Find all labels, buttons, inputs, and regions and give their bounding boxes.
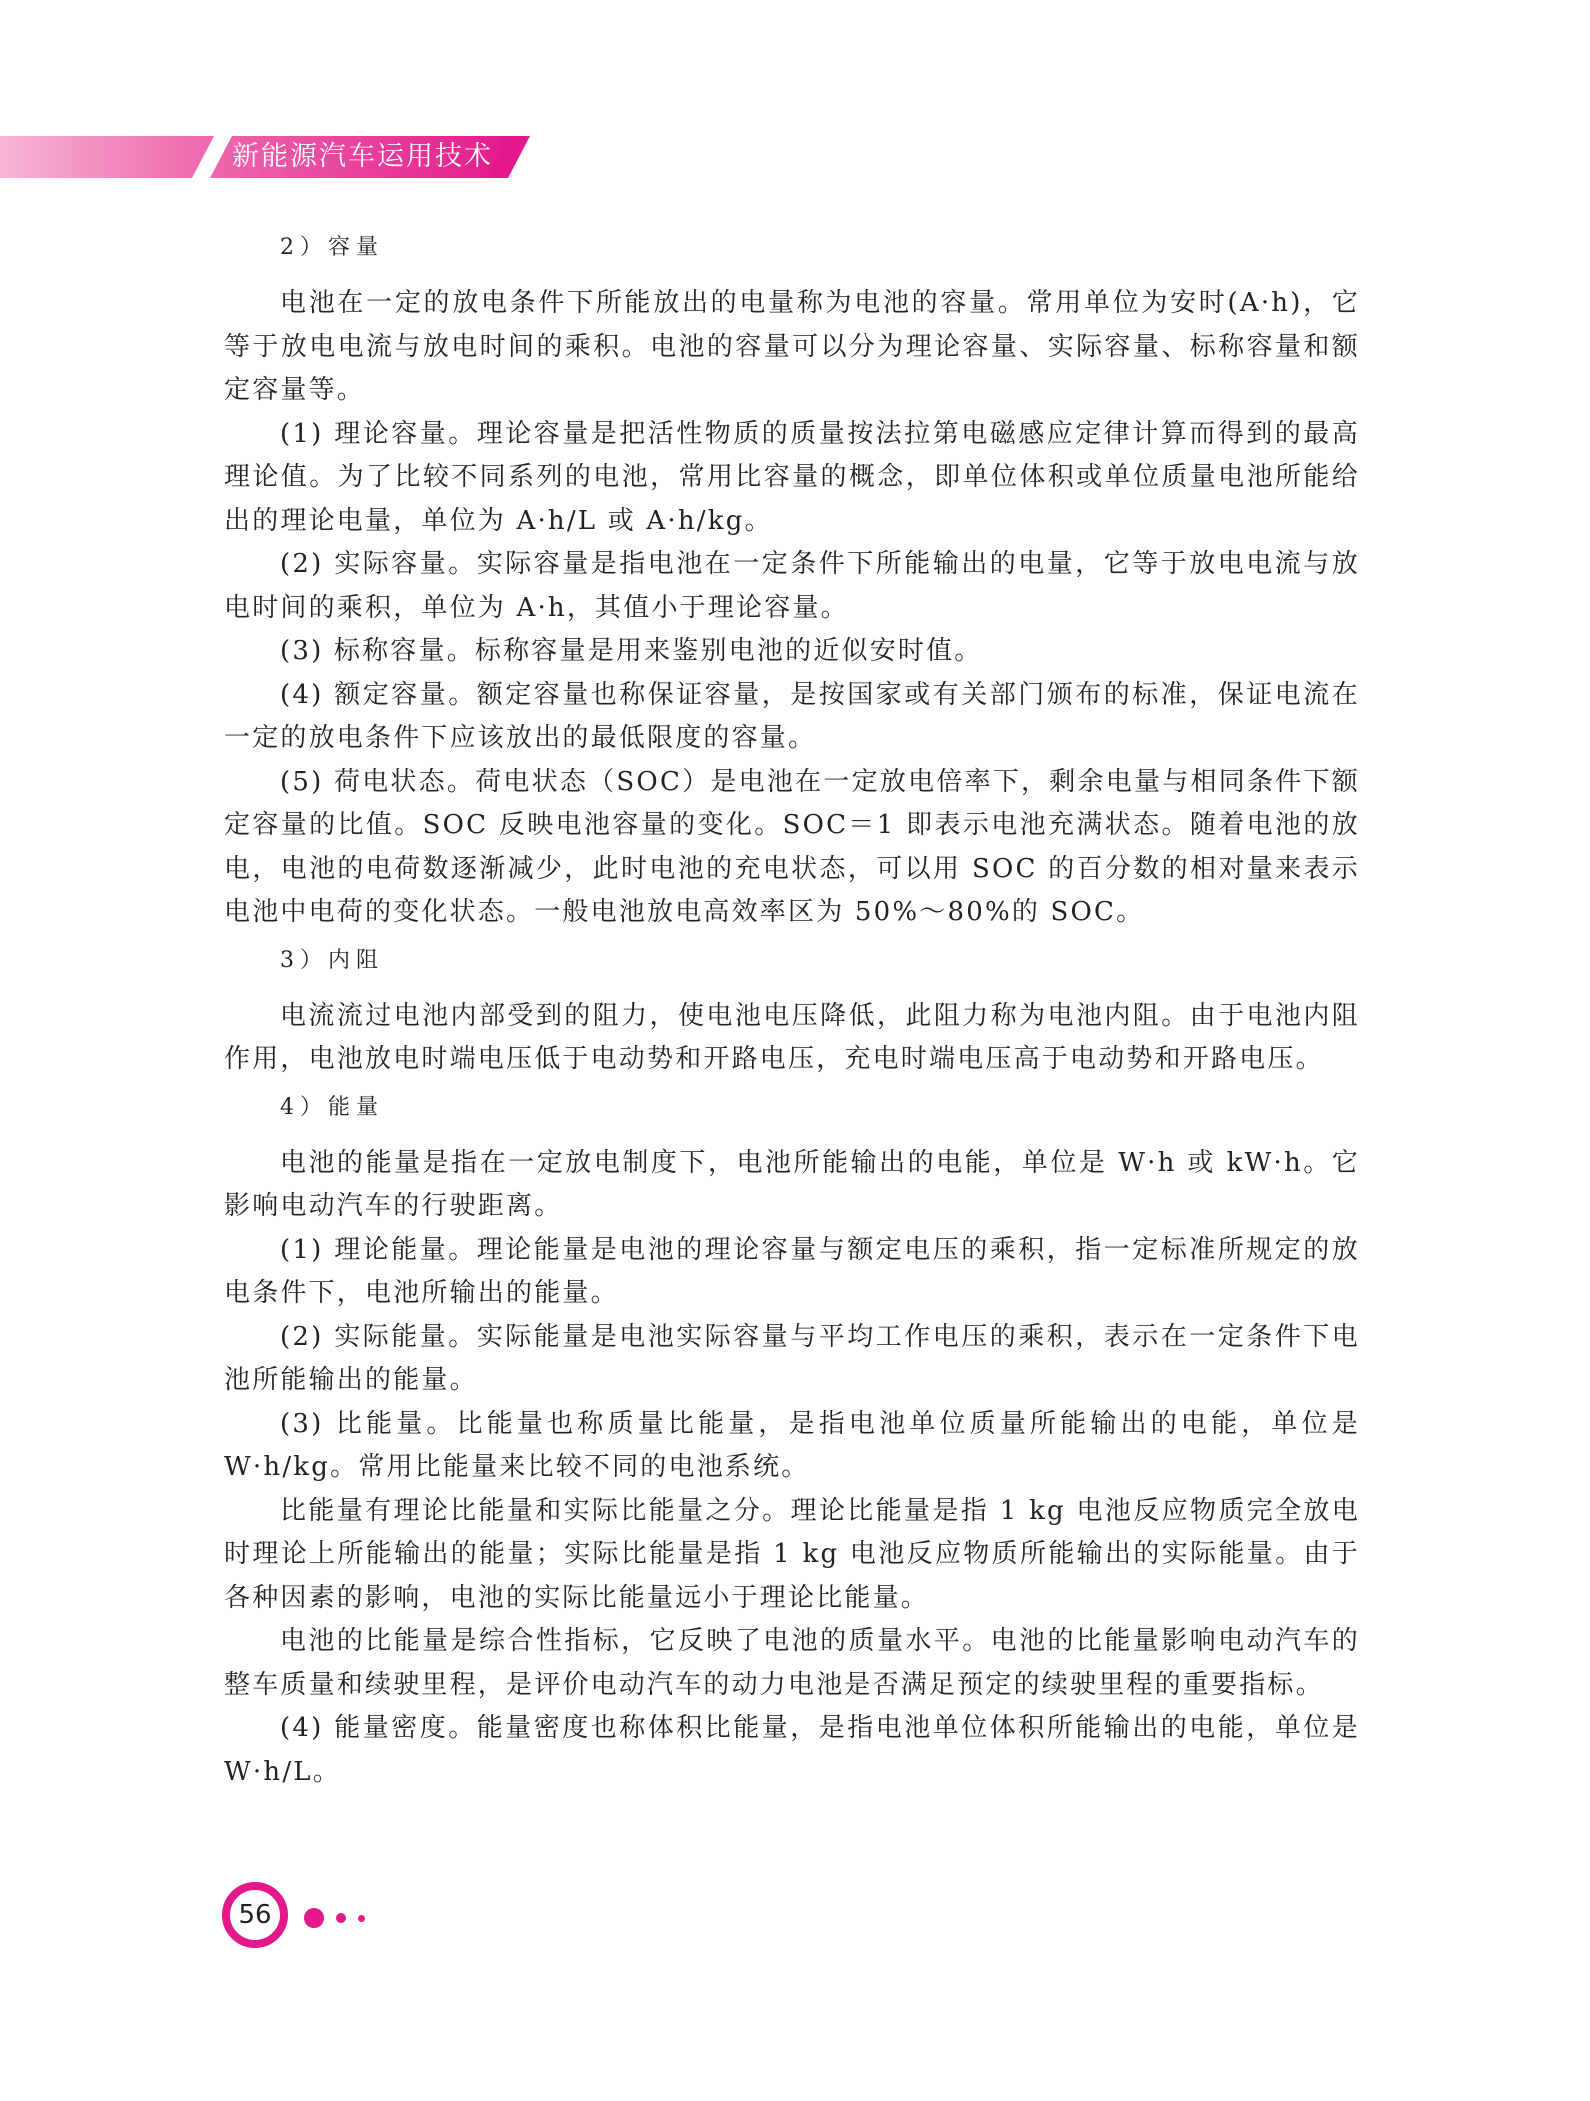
page-number: 56 <box>222 1882 288 1948</box>
paragraph: (5) 荷电状态。荷电状态（SOC）是电池在一定放电倍率下，剩余电量与相同条件下额定容量的比值。SOC 反映电池容量的变化。SOC＝1 即表示电池充满状态。随着电池的放电，电池的电荷数逐渐减少，此时电池的充电状态，可以用 SOC 的百分数的相对量来表示电池中电荷的变化状态。一般电池放电高效率区为 50%～80%的 SOC。 <box>224 766 1360 927</box>
page-body <box>224 222 1360 1794</box>
paragraph: 电池在一定的放电条件下所能放出的电量称为电池的容量。常用单位为安时(A·h)，它等于放电电流与放电时间的乘积。电池的容量可以分为理论容量、实际容量、标称容量和额定容量等。 <box>224 288 1360 405</box>
paragraph: (2) 实际容量。实际容量是指电池在一定条件下所能输出的电量，它等于放电电流与放电时间的乘积，单位为 A·h，其值小于理论容量。 <box>224 549 1360 623</box>
paragraph: (3) 标称容量。标称容量是用来鉴别电池的近似安时值。 <box>280 636 983 666</box>
paragraph: (1) 理论能量。理论能量是电池的理论容量与额定电压的乘积，指一定标准所规定的放电条件下，电池所输出的能量。 <box>224 1234 1360 1308</box>
paragraph: 电流流过电池内部受到的阻力，使电池电压降低，此阻力称为电池内阻。由于电池内阻作用，电池放电时端电压低于电动势和开路电压，充电时端电压高于电动势和开路电压。 <box>224 1000 1360 1074</box>
decorative-dot-icon <box>358 1915 365 1922</box>
section-heading: 4）能量 <box>280 1094 384 1120</box>
page-footer <box>222 1882 422 1956</box>
paragraph: (4) 能量密度。能量密度也称体积比能量，是指电池单位体积所能输出的电能，单位是 W·h/L。 <box>224 1713 1360 1787</box>
paragraph: 比能量有理论比能量和实际比能量之分。理论比能量是指 1 kg 电池反应物质完全放电时理论上所能输出的能量；实际比能量是指 1 kg 电池反应物质所能输出的实际能量。由于各种因素的影响，电池的实际比能量远小于理论比能量。 <box>224 1495 1360 1613</box>
section-heading: 3）内阻 <box>280 947 384 973</box>
paragraph: 电池的比能量是综合性指标，它反映了电池的质量水平。电池的比能量影响电动汽车的整车质量和续驶里程，是评价电动汽车的动力电池是否满足预定的续驶里程的重要指标。 <box>224 1626 1360 1700</box>
decorative-dot-icon <box>336 1913 346 1923</box>
paragraph: (4) 额定容量。额定容量也称保证容量，是按国家或有关部门颁布的标准，保证电流在一定的放电条件下应该放出的最低限度的容量。 <box>224 679 1360 753</box>
decorative-dot-icon <box>304 1908 324 1928</box>
paragraph: (3) 比能量。比能量也称质量比能量，是指电池单位质量所能输出的电能，单位是 W·h/kg。常用比能量来比较不同的电池系统。 <box>224 1408 1360 1482</box>
section-heading: 2）容量 <box>280 235 384 260</box>
header-title: 新能源汽车运用技术 <box>232 141 493 172</box>
paragraph: 电池的能量是指在一定放电制度下，电池所能输出的电能，单位是 W·h 或 kW·h。它影响电动汽车的行驶距离。 <box>224 1147 1360 1221</box>
paragraph: (1) 理论容量。理论容量是把活性物质的质量按法拉第电磁感应定律计算而得到的最高理论值。为了比较不同系列的电池，常用比容量的概念，即单位体积或单位质量电池所能给出的理论电量，单位为 A·h/L 或 A·h/kg。 <box>224 418 1360 536</box>
paragraph: (2) 实际能量。实际能量是电池实际容量与平均工作电压的乘积，表示在一定条件下电池所能输出的能量。 <box>224 1321 1360 1395</box>
